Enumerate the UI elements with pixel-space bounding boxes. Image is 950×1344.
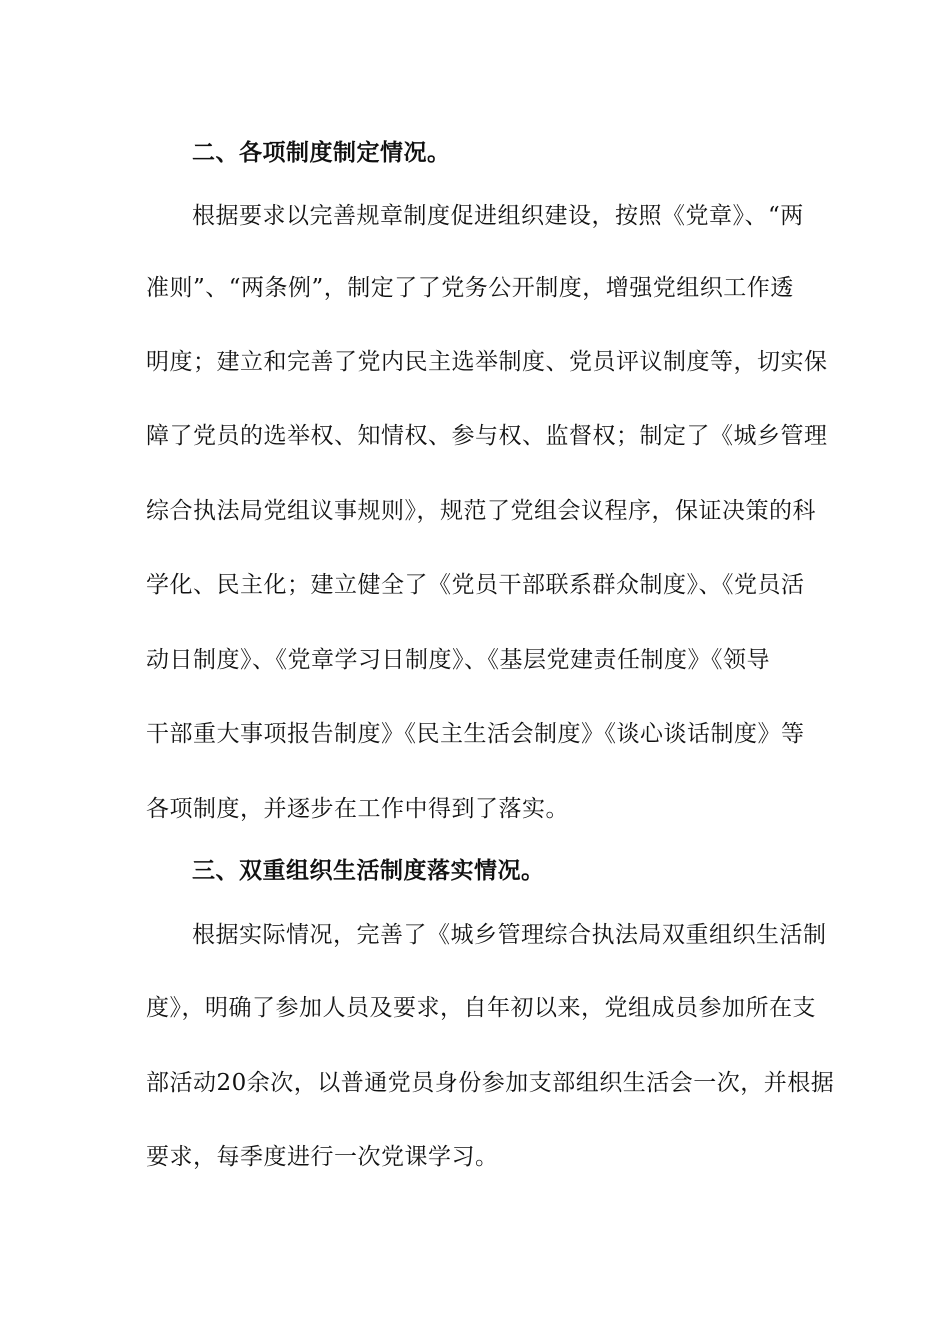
paragraph-line: 根据要求以完善规章制度促进组织建设，按照《党章》、“两 (192, 203, 804, 229)
paragraph-line: 部活动20余次，以普通党员身份参加支部组织生活会一次，并根据 (146, 1070, 835, 1096)
section-heading: 三、双重组织生活制度落实情况。 (192, 857, 545, 884)
paragraph-line: 度》，明确了参加人员及要求，自年初以来，党组成员参加所在支 (146, 995, 816, 1021)
paragraph-line: 准则”、“两条例”，制定了了党务公开制度，增强党组织工作透 (146, 275, 794, 301)
section-heading: 二、各项制度制定情况。 (192, 139, 451, 166)
paragraph-line: 根据实际情况，完善了《城乡管理综合执法局双重组织生活制 (192, 922, 827, 948)
paragraph-line: 各项制度，并逐步在工作中得到了落实。 (146, 796, 569, 822)
paragraph-line: 学化、民主化；建立健全了《党员干部联系群众制度》、《党员活 (146, 572, 805, 598)
paragraph-line: 障了党员的选举权、知情权、参与权、监督权；制定了《城乡管理 (146, 423, 828, 449)
paragraph-line: 动日制度》、《党章学习日制度》、《基层党建责任制度》《领导 (146, 647, 770, 673)
paragraph-line: 综合执法局党组议事规则》，规范了党组会议程序，保证决策的科 (146, 498, 816, 524)
paragraph-line: 明度；建立和完善了党内民主选举制度、党员评议制度等，切实保 (146, 349, 828, 375)
paragraph-line: 要求，每季度进行一次党课学习。 (146, 1144, 499, 1170)
paragraph-line: 干部重大事项报告制度》《民主生活会制度》《谈心谈话制度》等 (146, 721, 805, 747)
